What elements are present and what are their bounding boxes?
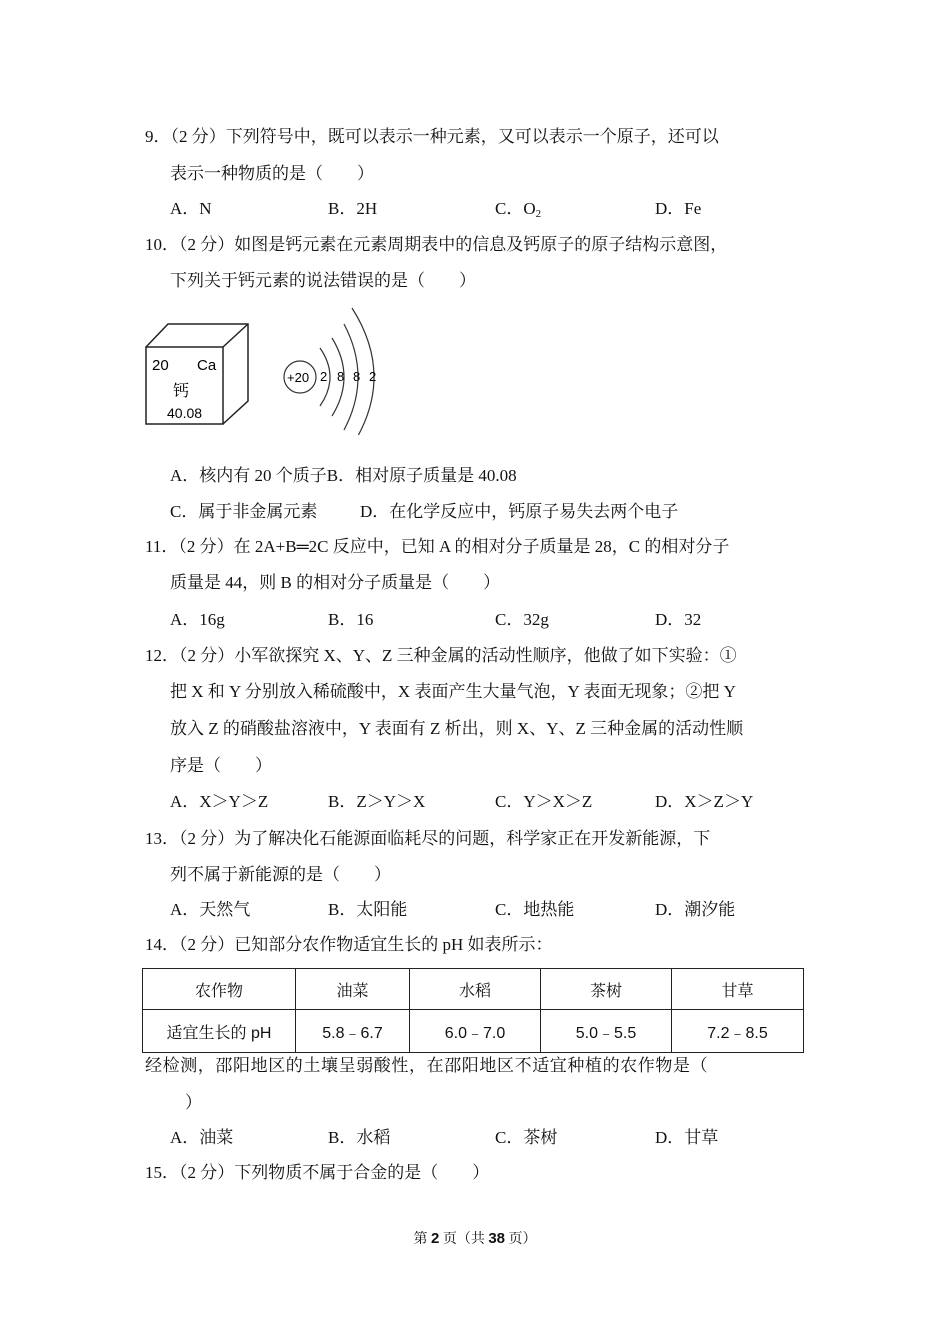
shell-2-electrons: 8 bbox=[337, 369, 345, 384]
q10-stem-line2: 下列关于钙元素的说法错误的是（ ） bbox=[170, 271, 476, 290]
q14-option-b: B．水稻 bbox=[328, 1128, 391, 1147]
q9-option-b: B．2H bbox=[328, 199, 378, 218]
table-row bbox=[143, 1010, 804, 1053]
q11-option-d: D．32 bbox=[655, 610, 702, 629]
header-cell-crop: 农作物 bbox=[143, 969, 296, 1010]
q9-stem-line2: 表示一种物质的是（ ） bbox=[170, 164, 374, 183]
q14-stem-line1: 14．（2 分）已知部分农作物适宜生长的 pH 如表所示： bbox=[145, 935, 553, 954]
element-name: 钙 bbox=[173, 381, 190, 400]
q13-option-c: C．地热能 bbox=[495, 900, 575, 919]
q9-option-a: A．N bbox=[170, 199, 212, 218]
cell-tea-ph: 5.0﹣5.5 bbox=[541, 1010, 672, 1053]
q14-stem-line2: 经检测，邵阳地区的土壤呈弱酸性，在邵阳地区不适宜种植的农作物是（ bbox=[145, 1056, 709, 1075]
q12-option-b: B．Z＞Y＞X bbox=[328, 792, 426, 811]
atomic-number: 20 bbox=[152, 357, 169, 374]
shell-1-electrons: 2 bbox=[320, 369, 328, 384]
q14-option-c: C．茶树 bbox=[495, 1128, 558, 1147]
table-header-row bbox=[143, 969, 804, 1010]
q12-option-d: D．X＞Z＞Y bbox=[655, 792, 754, 811]
cell-licorice-ph: 7.2﹣8.5 bbox=[672, 1010, 804, 1053]
shell-4-electrons: 2 bbox=[369, 369, 377, 384]
q14-stem-line3: ） bbox=[185, 1093, 202, 1112]
atomic-mass: 40.08 bbox=[167, 405, 203, 421]
element-symbol: Ca bbox=[197, 357, 217, 374]
q9-option-c: C．$O_2$ bbox=[495, 199, 542, 220]
header-cell-tea: 茶树 bbox=[541, 969, 672, 1010]
q10-stem-line1: 10．（2 分）如图是钙元素在元素周期表中的信息及钙原子的原子结构示意图， bbox=[145, 235, 728, 254]
header-cell-licorice: 甘草 bbox=[672, 969, 804, 1010]
q9-stem-line1: 9．（2 分）下列符号中，既可以表示一种元素，又可以表示一个原子，还可以 bbox=[145, 127, 719, 146]
q11-option-c: C．32g bbox=[495, 610, 549, 629]
page-footer: 第 2 页（共 38 页） bbox=[413, 1230, 537, 1247]
q11-stem-line1: 11．（2 分）在 2A+B═2C 反应中，已知 A 的相对分子质量是 28，C 的相对分子 bbox=[145, 537, 730, 556]
q12-stem-line4: 序是（ ） bbox=[170, 756, 272, 775]
q13-option-a: A．天然气 bbox=[170, 900, 251, 919]
q15-stem-line1: 15．（2 分）下列物质不属于合金的是（ ） bbox=[145, 1163, 490, 1182]
shell-3-electrons: 8 bbox=[353, 369, 361, 384]
cell-rice-ph: 6.0﹣7.0 bbox=[410, 1010, 541, 1053]
q14-option-d: D．甘草 bbox=[655, 1128, 719, 1147]
q13-option-b: B．太阳能 bbox=[328, 900, 408, 919]
header-cell-rapeseed: 油菜 bbox=[296, 969, 410, 1010]
q11-stem-line2: 质量是 44，则 B 的相对分子质量是（ ） bbox=[170, 573, 501, 592]
nucleus-charge: +20 bbox=[287, 370, 310, 385]
q9-option-d: D．Fe bbox=[655, 199, 702, 218]
row-label-ph: 适宜生长的 pH bbox=[143, 1010, 296, 1053]
q13-stem-line2: 列不属于新能源的是（ ） bbox=[170, 865, 391, 884]
ph-table bbox=[142, 968, 804, 1053]
page-number: 2 bbox=[430, 1230, 440, 1247]
q10-option-c: C．属于非金属元素 bbox=[170, 502, 318, 521]
q11-option-b: B．16 bbox=[328, 610, 374, 629]
q13-stem-line1: 13．（2 分）为了解决化石能源面临耗尽的问题，科学家正在开发新能源，下 bbox=[145, 829, 711, 848]
q10-option-d: D．在化学反应中，钙原子易失去两个电子 bbox=[360, 502, 679, 521]
q12-stem-line2: 把 X 和 Y 分别放入稀硫酸中，X 表面产生大量气泡，Y 表面无现象；②把 Y bbox=[170, 682, 736, 701]
q12-option-a: A．X＞Y＞Z bbox=[170, 792, 269, 811]
q13-option-d: D．潮汐能 bbox=[655, 900, 736, 919]
page-total: 38 bbox=[488, 1230, 506, 1247]
q12-stem-line3: 放入 Z 的硝酸盐溶液中，Y 表面有 Z 析出，则 X、Y、Z 三种金属的活动性顺 bbox=[170, 719, 744, 738]
q11-option-a: A．16g bbox=[170, 610, 225, 629]
q10-option-ab: A．核内有 20 个质子B．相对原子质量是 40.08 bbox=[170, 466, 517, 485]
q12-stem-line1: 12．（2 分）小军欲探究 X、Y、Z 三种金属的活动性顺序，他做了如下实验：① bbox=[145, 646, 737, 665]
q12-option-c: C．Y＞X＞Z bbox=[495, 792, 593, 811]
header-cell-rice: 水稻 bbox=[410, 969, 541, 1010]
cell-rapeseed-ph: 5.8﹣6.7 bbox=[296, 1010, 410, 1053]
electron-shell-arcs bbox=[320, 308, 377, 435]
calcium-figure bbox=[140, 300, 400, 435]
q14-option-a: A．油菜 bbox=[170, 1128, 234, 1147]
